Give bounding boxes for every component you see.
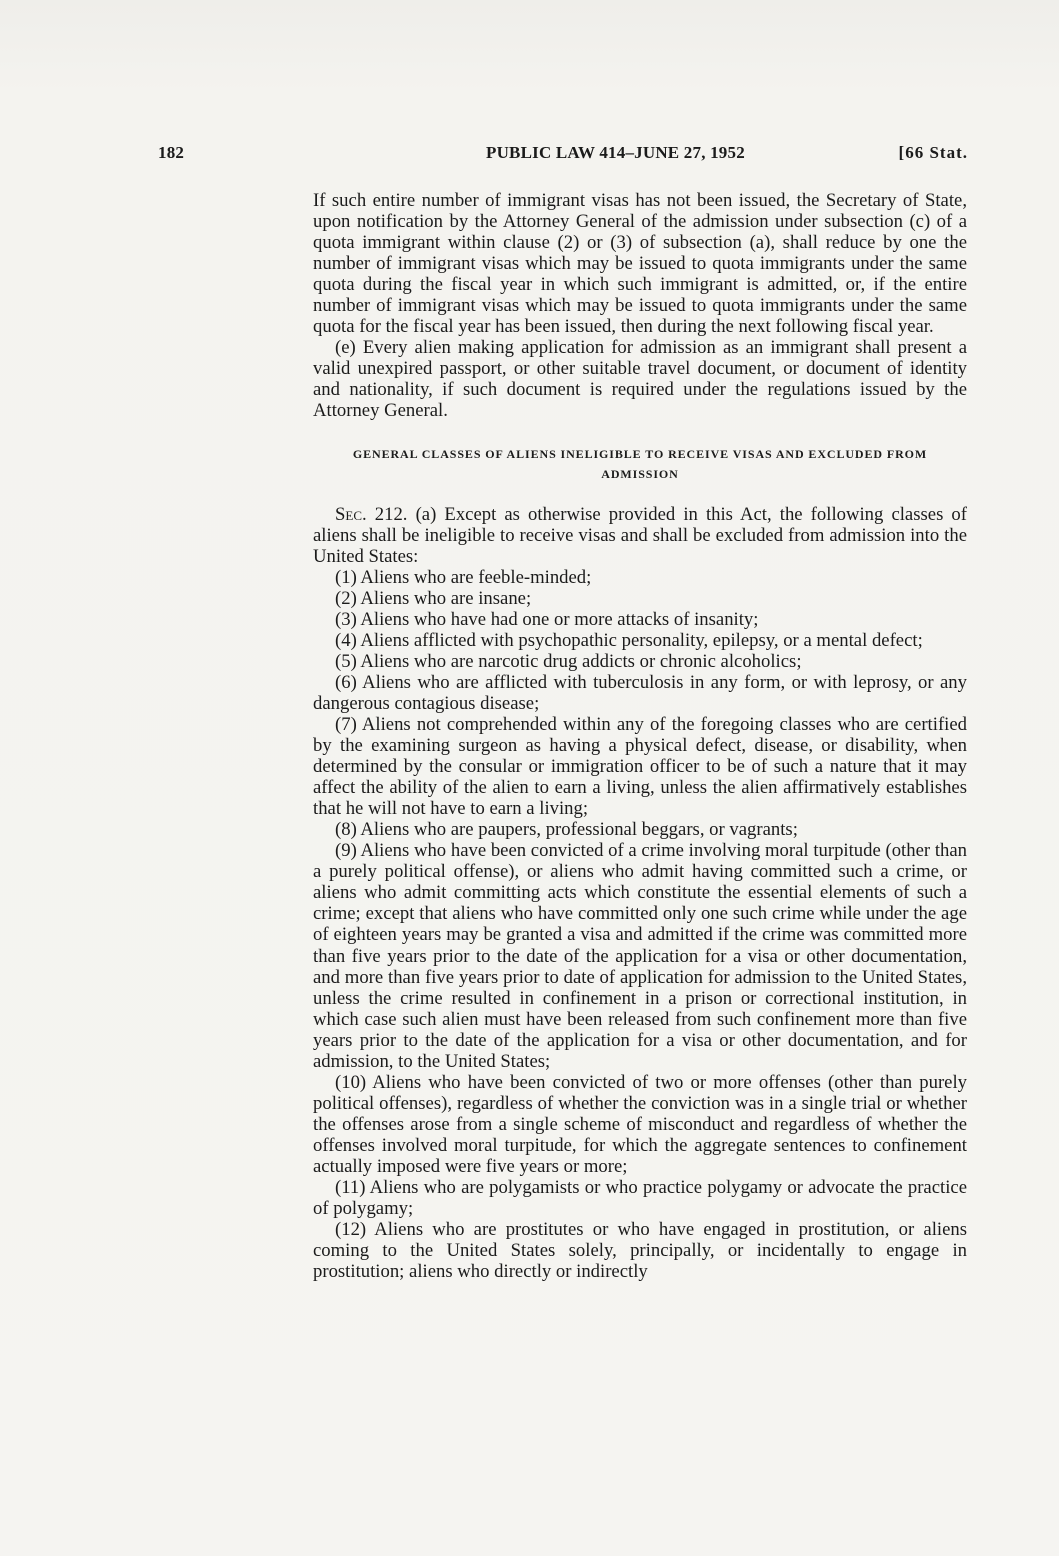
statute-reference: [66 Stat.: [898, 143, 968, 162]
clause-1: (1) Aliens who are feeble-minded;: [335, 566, 592, 588]
clause-8: (8) Aliens who are paupers, professional beggars, or vagrants;: [335, 819, 798, 841]
section-label: Sec. 212.: [335, 503, 408, 525]
body-text: [313, 190, 967, 1282]
clause-12: (12) Aliens who are prostitutes or who have engaged in prostitution, or aliens coming to the United States solely, principally, or incidentally to engage in prostitution; aliens who directly or indirectly: [313, 1219, 967, 1283]
clause-4: (4) Aliens afflicted with psychopathic personality, epilepsy, or a mental defect;: [335, 629, 923, 651]
clause-7: (7) Aliens not comprehended within any of the foregoing classes who are certified by the examining surgeon as having a physical defect, disease, or disability, when determined by the consular or immigration officer to be of such a nature that it may affect the ability of the alien to earn a living, unless the alien affirmatively establishes that he will not have to earn a living;: [313, 713, 967, 820]
clause-6: (6) Aliens who are afflicted with tuberculosis in any form, or with leprosy, or any dangerous contagious disease;: [313, 671, 967, 714]
page-header: [158, 143, 968, 171]
section-heading: GENERAL CLASSES OF ALIENS INELIGIBLE TO RECEIVE VISAS AND EXCLUDED FROM ADMISSION: [352, 446, 928, 481]
section-intro-text: (a) Except as otherwise provided in this Act, the following classes of aliens shall be ineligible to receive visas and shall be excluded from admission into the United States:: [313, 503, 967, 567]
page-number: 182: [158, 143, 185, 162]
clause-11: (11) Aliens who are polygamists or who practice polygamy or advocate the practice of polygamy;: [313, 1177, 967, 1220]
clause-3: (3) Aliens who have had one or more attacks of insanity;: [335, 608, 759, 630]
clause-5: (5) Aliens who are narcotic drug addicts or chronic alcoholics;: [335, 650, 802, 672]
section-212-intro: [313, 504, 967, 567]
clause-9: (9) Aliens who have been convicted of a crime involving moral turpitude (other than a purely political offense), or aliens who admit having committed such a crime, or aliens who admit committing acts which constitute the essential elements of such a crime; except that aliens who have committed only one such crime while under the age of eighteen years may be granted a visa and admitted if the crime was committed more than five years prior to the date of the application for a visa or other documentation, and more than five years prior to date of application for admission to the United States, unless the crime resulted in confinement in a prison or correctional institution, in which case such alien must have been released from such confinement more than five years prior to the date of the application for a visa or other documentation, and for admission, to the United States;: [313, 840, 967, 1072]
paragraph-continuation: If such entire number of immigrant visas has not been issued, the Secretary of State, upon notification by the Attorney General of the admission under subsection (c) of a quota immigrant within clause (2) or (3) of subsection (a), shall reduce by one the number of immigrant visas which may be issued to quota immigrants under the same quota during the fiscal year in which such immigrant is admitted, or, if the entire number of immigrant visas which may be issued to quota immigrants under the same quota for the fiscal year has been issued, then during the next following fiscal year.: [313, 190, 967, 338]
clause-2: (2) Aliens who are insane;: [335, 587, 532, 609]
running-title: PUBLIC LAW 414–JUNE 27, 1952: [486, 143, 745, 162]
paragraph-subsection-e: (e) Every alien making application for admission as an immigrant shall present a valid unexpired passport, or other suitable travel document, or document of identity and nationality, if such document is required under the regulations issued by the Attorney General.: [313, 337, 967, 422]
clause-10: (10) Aliens who have been convicted of two or more offenses (other than purely political offenses), regardless of whether the conviction was in a single trial or whether the offenses arose from a single scheme of misconduct and regardless of whether the offenses involved moral turpitude, for which the aggregate sentences to confinement actually imposed were five years or more;: [313, 1071, 967, 1177]
